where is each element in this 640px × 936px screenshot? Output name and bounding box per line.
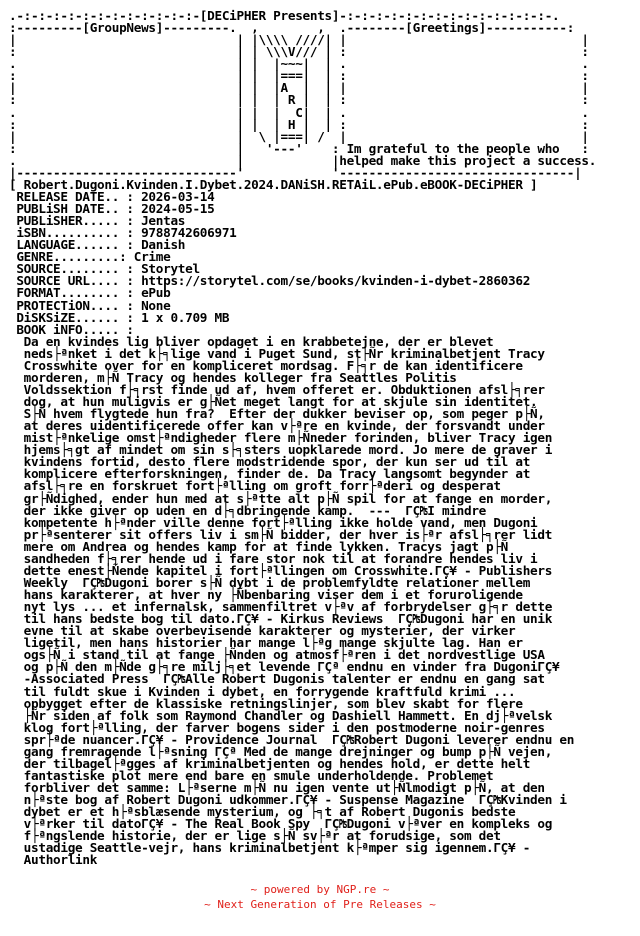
nfo-line: . | | | C| | . . — [9, 104, 589, 120]
nfo-line: ustadige Seattle-vejr, hans kriminalbetjent k├ªmper sig igennem.ΓÇ¥ - — [9, 840, 531, 856]
nfo-line: dybet er et h├ªsblæsende mysterium, og ├╕t af Robert Dugonis bedste — [9, 804, 516, 820]
nfo-line: komplicere efterforskningen, finder de. Da Tracy langsomt begynder at — [9, 466, 531, 482]
nfo-line: Da en kvindes lig bliver opdaget i en krabbetejne, der er blevet — [9, 333, 494, 349]
nfo-line: SOURCE........ : Storytel — [9, 261, 200, 277]
nfo-line: kvindens fortid, desto flere modstridende spor, der kun ser ud til at — [9, 454, 531, 470]
nfo-line: Crosswhite over for en kompliceret mordsag. F├╕r de kan identificere — [9, 357, 523, 373]
footer-powered-by: ~ powered by NGP.re ~ — [250, 883, 390, 896]
nfo-line: Authorlink — [9, 852, 98, 868]
nfo-line: GENRE.........: Crime — [9, 249, 171, 265]
nfo-line: | | | |A | | | | — [9, 80, 589, 96]
nfo-line: sandheden f├╕rer hende ud i fare stor nok til at forandre hendes liv i — [9, 550, 538, 566]
nfo-line: : | | | H | | : : — [9, 116, 589, 132]
nfo-line: forbliver det samme: L├ªserne m├Ñ nu igen vente ut├Ñlmodigt p├Ñ, at den — [9, 780, 545, 795]
nfo-line: ligetil, men hans historier har mange l├ªg mange skjulte lag. Han er — [9, 635, 523, 651]
nfo-line: PUBLiSHER..... : Jentas — [9, 213, 186, 229]
nfo-line: f├ªngslende historie, der er lige s├Ñ sv├ªr at forudsige, som det — [9, 828, 501, 844]
nfo-line: morderen, m├Ñ Tracy og hendes kolleger fra Seattles Politis — [9, 369, 457, 385]
nfo-line: og p├Ñ den m├Ñde g├╕re milj├╕et levende ΓÇª endnu en vinder fra DugoniΓÇ¥ — [9, 659, 560, 675]
nfo-line: | | \ |===| / | | — [9, 128, 589, 144]
nfo-line: PUBLiSH DATE.. : 2024-05-15 — [9, 201, 215, 216]
nfo-line: PROTECTiON.... : None — [9, 297, 171, 313]
nfo-line: spr├ªde nuancer.ΓÇ¥ - Providence Journal ΓÇ₧Robert Dugoni leverer endnu en — [9, 731, 575, 747]
nfo-line: -Associated Press ΓÇ₧Alle Robert Dugonis talenter er endnu en gang sat — [9, 671, 545, 687]
nfo-line: kompetente h├ªnder ville denne fort├ªlling ikke holde vand, men Dugoni — [9, 514, 538, 530]
nfo-line: fantastiske plot mere end bare en smule underholdende. Problemet — [9, 767, 494, 783]
nfo-line: | | |\\\\ ////| | | — [9, 32, 589, 48]
footer-tagline: ~ Next Generation of Pre Releases ~ — [204, 898, 436, 911]
nfo-line: der ikke giver op uden en d├╕dbringende kamp. --- ΓÇ₧I mindre — [9, 502, 487, 518]
nfo-line: v├ªrker til datoΓÇ¥ - The Real Book Spy ΓÇ₧Dugoni v├ªver en kompleks og — [9, 816, 553, 832]
nfo-line: Weekly ΓÇ₧Dugoni borer s├Ñ dybt i de problemfyldte relationer mellem — [9, 574, 531, 590]
nfo-line: pr├ªsenterer sit offers liv i sm├Ñ bidder, der hver is├ªr afsl├╕rer lidt — [9, 526, 553, 542]
nfo-line: .-:-:-:-:-:-:-:-:-:-:-:-:-[DECiPHER Presents]-:-:-:-:-:-:-:-:-:-:-:-:-:-:-. — [9, 8, 560, 23]
nfo-line: hans karakterer, at hver ny ├Ñbenbaring viser dem i et foruroligende — [9, 587, 523, 602]
nfo-line: til hans bedste bog til dato.ΓÇ¥ - Kirkus Reviews ΓÇ₧Dugoni har en unik — [9, 611, 553, 627]
nfo-line: iSBN.......... : 9788742606971 — [9, 225, 237, 241]
nfo-line: n├ªste bog af Robert Dugoni udkommer.ΓÇ¥ - Suspense Magazine ΓÇ₧Kvinden i — [9, 792, 567, 808]
nfo-line: opbygget efter de klassiske retningslinjer, som blev skabt for flere — [9, 695, 523, 711]
nfo-line: SOURCE URL.... : https://storytel.com/se/books/kvinden-i-dybet-2860362 — [9, 273, 531, 289]
nfo-line: |------------------------------' '--------------------------------| — [9, 164, 582, 180]
nfo-line: : | | | R | | : : — [9, 92, 589, 108]
nfo-text-block — [9, 10, 596, 866]
nfo-line: S├Ñ hvem flygtede hun fra? Efter der dukker beviser op, som peger p├Ñ, — [9, 406, 545, 422]
nfo-line: gang fremragende l├ªsning ΓÇª Med de mange drejninger og bump p├Ñ vejen, — [9, 743, 553, 759]
nfo-line: Voldssektion f├╕rst finde ud af, hvem offeret er. Obduktionen afsl├╕rer — [9, 381, 545, 397]
nfo-line: BOOK iNFO..... : — [9, 321, 134, 337]
nfo-line: at deres uidentificerede offer kan v├ªre en kvinde, der forsvandt under — [9, 418, 545, 434]
nfo-line: hjems├╕gt af mindet om sin s├╕sters uopklarede mord. Jo mere de graver i — [9, 442, 553, 458]
nfo-line: : | '---' : Im grateful to the people who : — [9, 140, 589, 156]
nfo-line: mere om Andrea og hendes kamp for at finde lykken. Tracys jagt p├Ñ — [9, 538, 509, 554]
nfo-line: RELEASE DATE.. : 2026-03-14 — [9, 188, 215, 204]
nfo-line: til fuldt skue i Kvinden i dybet, en forrygende kraftfuld krimi ... — [9, 683, 516, 699]
nfo-line: LANGUAGE...... : Danish — [9, 237, 186, 253]
nfo-line: FORMAT........ : ePub — [9, 285, 171, 301]
nfo-line: gr├Ñdighed, ender hun med at s├ªtte alt p├Ñ spil for at fange en morder, — [9, 490, 553, 506]
nfo-line: nyt lys ... et infernalsk, sammenfiltret v├ªv af forbrydelser g├╕r dette — [9, 599, 553, 615]
nfo-line: der tilbagel├ªgges af kriminalbetjenten og hendes hold, er dette helt — [9, 755, 531, 771]
nfo-line: . | | |~~~| | . . — [9, 56, 589, 72]
nfo-line: klog fort├ªlling, der farver bogens sider i den postmoderne noir-genres — [9, 719, 545, 735]
nfo-line: dog, at hun muligvis er g├Ñet meget langt for at skjule sin identitet. — [9, 394, 538, 409]
nfo-line: : | | |===| | : : — [9, 68, 589, 84]
nfo-line: ├Ñr siden af folk som Raymond Chandler og Dashiell Hammett. En dj├ªvelsk — [9, 707, 553, 723]
nfo-line: :---------[GroupNews]---------. , , .--------[Greetings]-----------: — [9, 20, 575, 36]
nfo-line: mist├ªnkelige omst├ªndigheder flere m├Ñneder forinden, bliver Tracy igen — [9, 430, 553, 446]
nfo-line: afsl├╕re en forskruet fort├ªlling om groft forr├ªderi og desperat — [9, 478, 501, 494]
nfo-line: : | | \\\V/// | : : — [9, 44, 589, 60]
nfo-line: DiSKSiZE...... : 1 x 0.709 MB — [9, 309, 230, 325]
nfo-line: [ Robert.Dugoni.Kvinden.I.Dybet.2024.DANiSH.RETAiL.ePub.eBOOK-DECiPHER ] — [9, 176, 538, 192]
nfo-line: neds├ªnket i det k├╕lige vand i Puget Sund, st├Ñr kriminalbetjent Tracy — [9, 345, 545, 361]
nfo-line: . | |helped make this project a success. — [9, 152, 597, 168]
nfo-line: dette enest├Ñende kapitel i fort├ªllingen om Crosswhite.ΓÇ¥ - Publishers — [9, 562, 553, 578]
nfo-line: evne til at skabe overbevisende karakterer og mysterier, der virker — [9, 623, 516, 639]
nfo-line: ogs├Ñ i stand til at fange ├Ñnden og atmosf├ªren i det nordvestlige USA — [9, 647, 545, 663]
